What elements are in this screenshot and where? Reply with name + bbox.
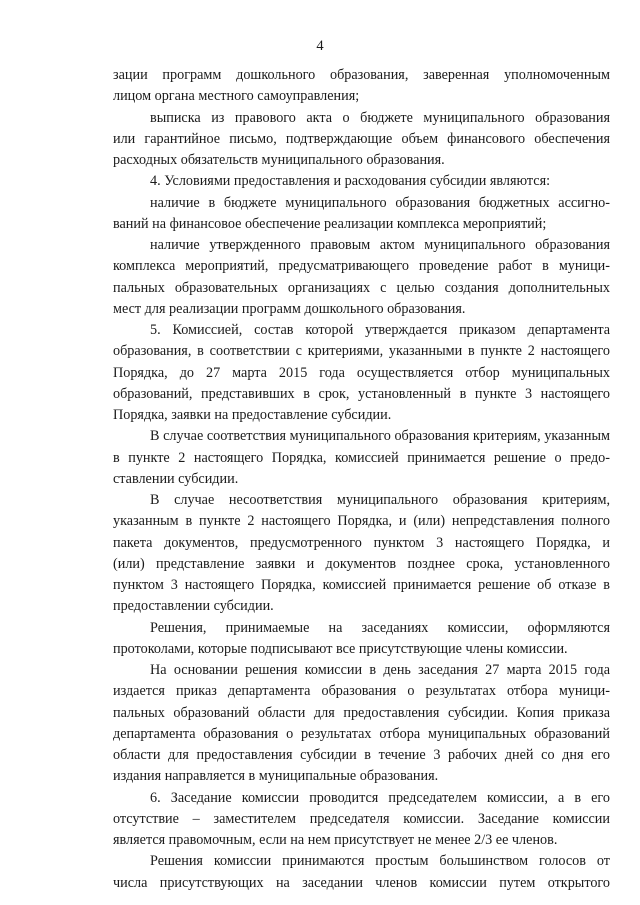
text-line: расходных обязательств муниципального образования.	[113, 152, 445, 168]
text-line: Порядка, до 27 марта 2015 года осуществляется отбор муниципальных	[113, 364, 610, 381]
text-line: наличие утвержденного правовым актом муниципального образования	[150, 237, 610, 253]
text-line: области для предоставления субсидии в течение 3 рабочих дней со дня его	[113, 747, 610, 763]
text-line: Решения комиссии принимаются простым большинством голосов от	[150, 853, 610, 870]
text-line: пунктом 3 настоящего Порядка, комиссией принимается решение об отказе в	[113, 577, 610, 593]
text-line: или гарантийное письмо, подтверждающие объем финансового обеспечения	[113, 130, 610, 147]
text-line: зации программ дошкольного образования, заверенная уполномоченным	[113, 67, 610, 83]
text-line: комплекса мероприятий, предусматривающего проведение работ в муници-	[113, 258, 610, 275]
text-line: пальных образовательных организациях с целью создания дополнительных	[113, 279, 610, 296]
text-line: указанным в пункте 2 настоящего Порядка, и (или) непредставления полного	[113, 513, 610, 530]
text-line: пальных образований области для предоставления субсидии. Копия приказа	[113, 704, 610, 721]
page-number: 4	[316, 38, 324, 54]
text-line: На основании решения комиссии в день заседания 27 марта 2015 года	[150, 662, 610, 678]
text-line: Порядка, заявки на предоставление субсидии.	[113, 407, 392, 423]
text-line: отсутствие – заместителем председателя комиссии. Заседание комиссии	[113, 810, 610, 827]
text-line: выписка из правового акта о бюджете муниципального образования	[150, 109, 610, 126]
text-line: ставлении субсидии.	[113, 470, 239, 487]
text-line: в пункте 2 настоящего Порядка, комиссией принимается решение о предо-	[113, 449, 610, 466]
text-line: 4. Условиями предоставления и расходования субсидии являются:	[150, 173, 551, 190]
text-line: В случае соответствия муниципального образования критериям, указанным	[150, 428, 610, 445]
text-line: лицом органа местного самоуправления;	[113, 88, 360, 105]
text-line: образования, в соответствии с критериями, указанными в пункте 2 настоящего	[113, 343, 610, 360]
text-line: издания направляется в муниципальные образования.	[113, 768, 439, 785]
text-line: является правомочным, если на нем присутствует не менее 2/3 ее членов.	[113, 832, 558, 848]
text-line: пакета документов, предусмотренного пунктом 3 настоящего Порядка, и	[113, 534, 610, 551]
text-line: образований, представивших в срок, установленный в пункте 3 настоящего	[113, 385, 610, 402]
text-line: В случае несоответствия муниципального образования критериям,	[150, 492, 610, 508]
text-line: мест для реализации программ дошкольного образования.	[113, 300, 466, 317]
text-line: наличие в бюджете муниципального образования бюджетных ассигно-	[150, 194, 610, 211]
text-line: Решения, принимаемые на заседаниях комиссии, оформляются	[150, 619, 610, 636]
text-line: числа присутствующих на заседании членов комиссии путем открытого	[113, 874, 610, 891]
text-line: департамента образования о результатах отбора муниципальных образований	[113, 725, 610, 742]
text-line: ваний на финансовое обеспечение реализации комплекса мероприятий;	[113, 215, 547, 232]
text-line: предоставлении субсидии.	[113, 598, 274, 615]
text-line: 6. Заседание комиссии проводится председателем комиссии, а в его	[150, 789, 610, 806]
text-line: издается приказ департамента образования о результатах отбора муници-	[113, 683, 610, 700]
text-line: (или) представление заявки и документов позднее срока, установленного	[113, 555, 610, 572]
text-line: 5. Комиссией, состав которой утверждается приказом департамента	[150, 322, 610, 338]
text-line: протоколами, которые подписывают все присутствующие члены комиссии.	[113, 640, 568, 657]
